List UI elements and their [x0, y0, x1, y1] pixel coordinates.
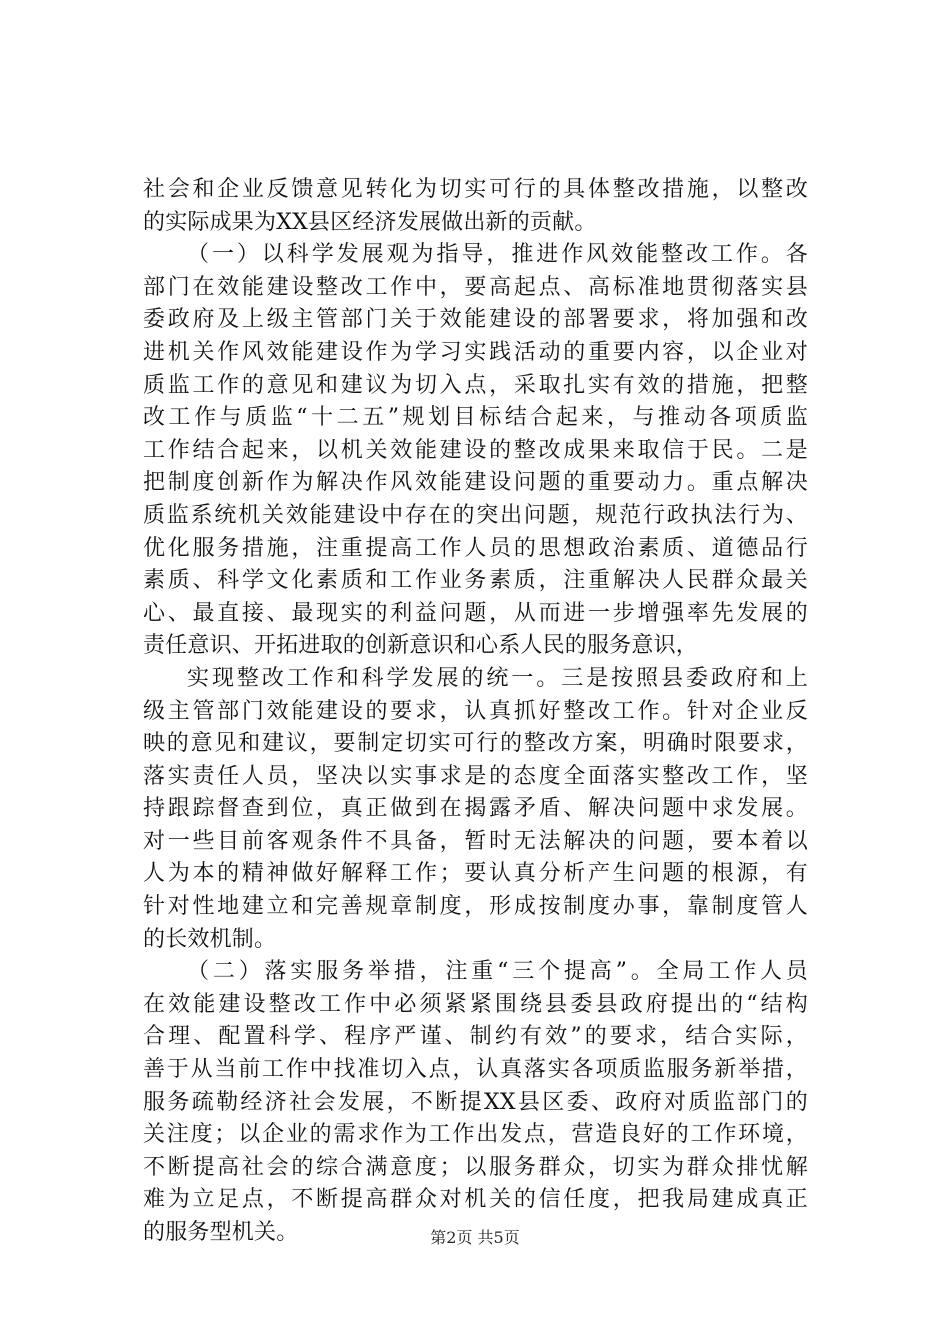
text-line: 在效能建设整改工作中必须紧紧围绕县委县政府提出的“结构	[143, 991, 808, 1017]
text-line: 质监工作的意见和建议为切入点，采取扎实有效的措施，把整	[143, 372, 808, 398]
text-line: 社会和企业反馈意见转化为切实可行的具体整改措施，以整改	[143, 177, 808, 202]
text-line: 落实责任人员，坚决以实事求是的态度全面落实整改工作，坚	[143, 763, 808, 789]
paragraph-start-line: （一）以科学发展观为指导，推进作风效能整改工作。各	[187, 242, 808, 268]
text-line: 人为本的精神做好解释工作；要认真分析产生问题的根源，有	[143, 861, 808, 887]
text-line: 的长效机制。	[143, 926, 277, 952]
text-line: 针对性地建立和完善规章制度，形成按制度办事，靠制度管人	[143, 894, 808, 920]
text-line: 质监系统机关效能建设中存在的突出问题，规范行政执法行为、	[143, 502, 808, 528]
page-number-footer: 第2页 共5页	[430, 1228, 520, 1247]
text-line: 合理、配置科学、程序严谨、制约有效”的要求，结合实际，	[143, 1024, 808, 1050]
text-line: 进机关作风效能建设作为学习实践活动的重要内容，以企业对	[143, 339, 808, 365]
text-line: 服务疏勒经济社会发展，不断提XX县区委、政府对质监部门的	[143, 1089, 808, 1115]
paragraph-start-line: （二）落实服务举措，注重“三个提高”。全局工作人员	[187, 959, 808, 985]
text-line: 部门在效能建设整改工作中，要高起点、高标准地贯彻落实县	[143, 274, 808, 300]
text-line: 映的意见和建议，要制定切实可行的整改方案，明确时限要求，	[143, 731, 808, 757]
text-line: 工作结合起来，以机关效能建设的整改成果来取信于民。二是	[143, 437, 808, 463]
text-line: 责任意识、开拓进取的创新意识和心系人民的服务意识，	[143, 633, 699, 659]
text-line: 素质、科学文化素质和工作业务素质，注重解决人民群众最关	[143, 568, 808, 594]
text-line: 优化服务措施，注重提高工作人员的思想政治素质、道德品行	[143, 535, 808, 561]
text-line: 心、最直接、最现实的利益问题，从而进一步增强率先发展的	[143, 600, 808, 626]
text-line: 级主管部门效能建设的要求，认真抓好整改工作。针对企业反	[143, 698, 808, 724]
text-line: 委政府及上级主管部门关于效能建设的部署要求，将加强和改	[143, 307, 808, 333]
text-line: 善于从当前工作中找准切入点，认真落实各项质监服务新举措，	[143, 1057, 808, 1083]
document-body	[143, 174, 808, 1250]
text-line: 不断提高社会的综合满意度；以服务群众，切实为群众排忧解	[143, 1154, 808, 1180]
text-line: 持跟踪督查到位，真正做到在揭露矛盾、解决问题中求发展。	[143, 796, 808, 822]
text-line: 的服务型机关。	[143, 1220, 299, 1245]
text-line: 对一些目前客观条件不具备，暂时无法解决的问题，要本着以	[143, 828, 808, 854]
text-line: 改工作与质监“十二五”规划目标结合起来，与推动各项质监	[143, 405, 808, 431]
text-line: 把制度创新作为解决作风效能建设问题的重要动力。重点解决	[143, 470, 808, 496]
text-line: 难为立足点，不断提高群众对机关的信任度，把我局建成真正	[143, 1187, 808, 1213]
paragraph-start-line: 实现整改工作和科学发展的统一。三是按照县委政府和上	[187, 665, 808, 691]
text-line: 的实际成果为XX县区经济发展做出新的贡献。	[143, 209, 597, 235]
text-line: 关注度；以企业的需求作为工作出发点，营造良好的工作环境，	[143, 1122, 808, 1148]
